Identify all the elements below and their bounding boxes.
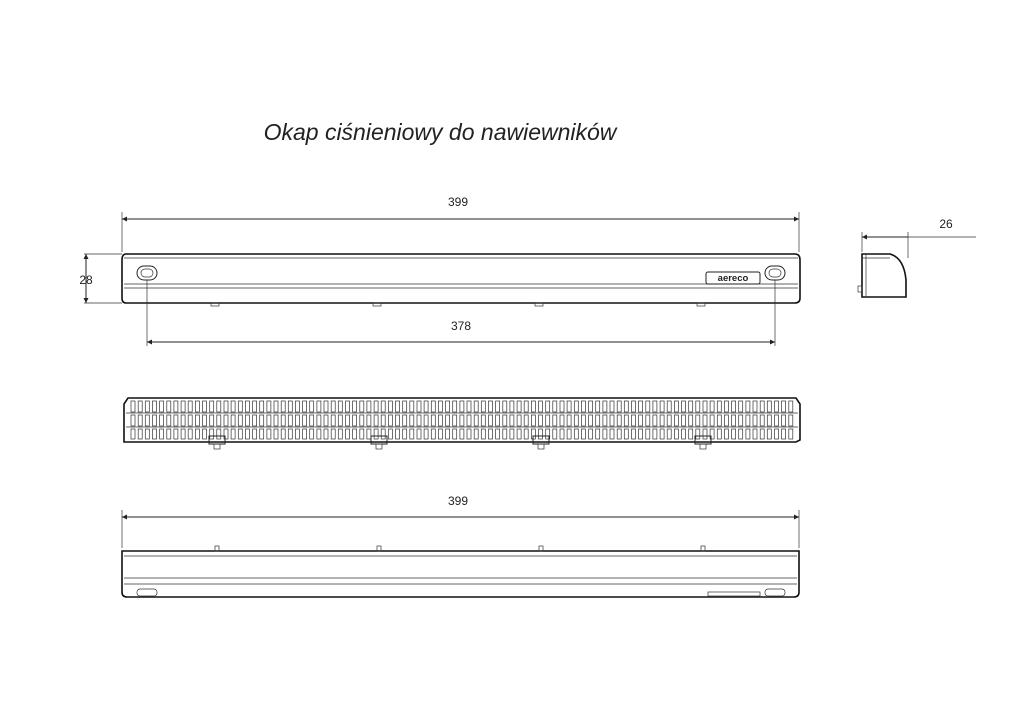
grille-slot	[696, 401, 700, 412]
grille-slot	[617, 429, 621, 439]
grille-slot	[381, 415, 385, 426]
hood-profile	[862, 254, 906, 297]
grille-slot	[346, 415, 350, 426]
grille-slot	[181, 401, 185, 412]
grille-slot	[653, 429, 657, 439]
grille-slot	[245, 415, 249, 426]
grille-slot	[346, 429, 350, 439]
grille-slot	[274, 415, 278, 426]
grille-slot	[410, 415, 414, 426]
grille-slot	[424, 429, 428, 439]
grille-slot	[431, 429, 435, 439]
grille-slot	[324, 429, 328, 439]
grille-slot	[138, 429, 142, 439]
grille-slot	[739, 429, 743, 439]
grille-slot	[560, 401, 564, 412]
grille-slot	[639, 401, 643, 412]
grille-slot	[446, 429, 450, 439]
grille-slot	[539, 429, 543, 439]
grille-slot	[417, 415, 421, 426]
grille-slot	[346, 401, 350, 412]
grille-slot	[589, 401, 593, 412]
grille-slot	[496, 415, 500, 426]
grille-slot	[431, 415, 435, 426]
grille-slot	[224, 401, 228, 412]
grille-slot	[438, 429, 442, 439]
grille-slot	[775, 429, 779, 439]
grille-slot	[410, 401, 414, 412]
grille-slot	[489, 401, 493, 412]
grille-slot	[167, 415, 171, 426]
grille-slot	[453, 401, 457, 412]
grille-slot	[560, 415, 564, 426]
grille-slot	[367, 415, 371, 426]
grille-slot	[317, 429, 321, 439]
grille-slot	[581, 401, 585, 412]
grille-slot	[317, 401, 321, 412]
grille-slot	[689, 429, 693, 439]
grille-slot	[646, 429, 650, 439]
grille-slot	[531, 415, 535, 426]
grille-slot	[381, 429, 385, 439]
mount-hole-left	[137, 266, 157, 280]
grille-slot	[195, 401, 199, 412]
grille-slot	[517, 401, 521, 412]
grille-slot	[667, 401, 671, 412]
front-view	[79, 195, 800, 346]
grille-slot	[388, 429, 392, 439]
grille-slot	[596, 415, 600, 426]
grille-slot	[338, 415, 342, 426]
grille-slot	[517, 415, 521, 426]
grille-slot	[624, 401, 628, 412]
grille-slot	[553, 415, 557, 426]
grille-slot	[145, 429, 149, 439]
grille-slot	[324, 401, 328, 412]
grille-slot	[260, 429, 264, 439]
grille-slot	[789, 415, 793, 426]
grille-slot	[374, 401, 378, 412]
grille-slot	[174, 415, 178, 426]
dimension-26: 26	[939, 217, 953, 231]
grille-slot	[460, 429, 464, 439]
grille-slot	[517, 429, 521, 439]
grille-slot	[617, 401, 621, 412]
grille-slot	[746, 415, 750, 426]
grille-slot	[732, 429, 736, 439]
grille-slot	[281, 429, 285, 439]
grille-slot	[717, 415, 721, 426]
grille-slot	[245, 401, 249, 412]
mounting-clip-tab	[376, 444, 382, 449]
grille-slot	[481, 401, 485, 412]
grille-slot	[396, 401, 400, 412]
grille-slot	[145, 415, 149, 426]
grille-slot	[210, 415, 214, 426]
grille-slot	[574, 401, 578, 412]
grille-slot	[324, 415, 328, 426]
grille-slot	[174, 429, 178, 439]
grille-slot	[453, 415, 457, 426]
grille-slot	[689, 401, 693, 412]
grille-slot	[581, 415, 585, 426]
grille-slot	[267, 401, 271, 412]
grille-slot	[646, 401, 650, 412]
grille-slot	[603, 401, 607, 412]
dimension-28: 28	[79, 273, 93, 287]
grille-slot	[331, 415, 335, 426]
grille-slot	[167, 429, 171, 439]
grille-slot	[703, 415, 707, 426]
grille-slot	[238, 429, 242, 439]
grille-slot	[188, 401, 192, 412]
grille-slots	[131, 401, 793, 439]
mounting-clip-tab	[214, 444, 220, 449]
grille-slot	[753, 415, 757, 426]
grille-slot	[160, 401, 164, 412]
grille-slot	[238, 415, 242, 426]
grille-slot	[503, 415, 507, 426]
grille-slot	[724, 429, 728, 439]
grille-slot	[303, 401, 307, 412]
grille-slot	[224, 415, 228, 426]
grille-slot	[267, 429, 271, 439]
grille-slot	[360, 415, 364, 426]
grille-slot	[567, 415, 571, 426]
grille-slot	[303, 429, 307, 439]
grille-slot	[674, 401, 678, 412]
grille-slot	[403, 401, 407, 412]
grille-slot	[610, 401, 614, 412]
grille-slot	[203, 415, 207, 426]
grille-slot	[567, 401, 571, 412]
grille-slot	[496, 429, 500, 439]
grille-slot	[288, 401, 292, 412]
grille-slot	[267, 415, 271, 426]
grille-slot	[510, 401, 514, 412]
grille-slot	[524, 415, 528, 426]
grille-slot	[610, 429, 614, 439]
grille-slot	[317, 415, 321, 426]
grille-slot	[489, 415, 493, 426]
grille-slot	[388, 415, 392, 426]
grille-slot	[767, 429, 771, 439]
grille-slot	[503, 401, 507, 412]
grille-slot	[531, 401, 535, 412]
side-profile-view	[858, 217, 976, 297]
grille-slot	[388, 401, 392, 412]
grille-slot	[396, 415, 400, 426]
grille-slot	[724, 415, 728, 426]
grille-slot	[474, 401, 478, 412]
grille-slot	[539, 401, 543, 412]
grille-slot	[353, 429, 357, 439]
grille-slot	[281, 415, 285, 426]
grille-slot	[703, 429, 707, 439]
grille-slot	[753, 401, 757, 412]
grille-slot	[303, 415, 307, 426]
grille-slot	[145, 401, 149, 412]
grille-slot	[682, 401, 686, 412]
grille-slot	[353, 415, 357, 426]
grille-slot	[510, 429, 514, 439]
grille-slot	[153, 401, 157, 412]
grille-slot	[310, 401, 314, 412]
aereco-logo: aereco	[717, 273, 749, 284]
grille-slot	[153, 415, 157, 426]
grille-slot	[210, 429, 214, 439]
grille-slot	[281, 401, 285, 412]
grille-slot	[424, 401, 428, 412]
dimension-378: 378	[450, 319, 472, 333]
grille-slot	[446, 415, 450, 426]
grille-slot	[288, 429, 292, 439]
grille-slot	[624, 415, 628, 426]
grille-slot	[639, 429, 643, 439]
grille-slot	[310, 429, 314, 439]
grille-slot	[203, 401, 207, 412]
grille-slot	[674, 415, 678, 426]
grille-slot	[710, 401, 714, 412]
grille-slot	[353, 401, 357, 412]
grille-slot	[496, 401, 500, 412]
grille-slot	[331, 429, 335, 439]
grille-slot	[510, 415, 514, 426]
grille-slot	[331, 401, 335, 412]
grille-slot	[417, 401, 421, 412]
grille-slot	[474, 429, 478, 439]
grille-slot	[596, 401, 600, 412]
grille-slot	[775, 415, 779, 426]
grille-slot	[589, 415, 593, 426]
grille-slot	[782, 415, 786, 426]
grille-slot	[589, 429, 593, 439]
grille-slot	[503, 429, 507, 439]
grille-view	[124, 398, 800, 449]
grille-slot	[653, 401, 657, 412]
grille-slot	[295, 429, 299, 439]
grille-slot	[632, 415, 636, 426]
grille-slot	[195, 415, 199, 426]
grille-slot	[410, 429, 414, 439]
grille-slot	[546, 415, 550, 426]
grille-slot	[131, 415, 135, 426]
grille-slot	[467, 415, 471, 426]
grille-slot	[253, 415, 257, 426]
grille-slot	[653, 415, 657, 426]
grille-slot	[581, 429, 585, 439]
grille-slot	[682, 415, 686, 426]
grille-slot	[360, 401, 364, 412]
grille-slot	[453, 429, 457, 439]
grille-slot	[739, 401, 743, 412]
grille-slot	[674, 429, 678, 439]
grille-slot	[181, 429, 185, 439]
grille-slot	[560, 429, 564, 439]
grille-slot	[167, 401, 171, 412]
dimension-399-bottom: 399	[447, 494, 469, 508]
grille-slot	[789, 429, 793, 439]
grille-slot	[403, 429, 407, 439]
grille-slot	[603, 415, 607, 426]
grille-slot	[231, 415, 235, 426]
grille-slot	[746, 429, 750, 439]
grille-slot	[467, 401, 471, 412]
grille-slot	[188, 415, 192, 426]
grille-slot	[782, 401, 786, 412]
grille-slot	[624, 429, 628, 439]
grille-slot	[367, 429, 371, 439]
grille-slot	[338, 429, 342, 439]
grille-slot	[646, 415, 650, 426]
grille-slot	[260, 415, 264, 426]
hood-body-front	[122, 254, 800, 303]
grille-slot	[553, 401, 557, 412]
grille-slot	[467, 429, 471, 439]
grille-slot	[603, 429, 607, 439]
drawing-title: Okap ciśnieniowy do nawiewników	[263, 119, 617, 145]
grille-slot	[617, 415, 621, 426]
grille-slot	[217, 401, 221, 412]
grille-slot	[767, 401, 771, 412]
grille-slot	[160, 415, 164, 426]
grille-slot	[195, 429, 199, 439]
grille-slot	[203, 429, 207, 439]
grille-slot	[245, 429, 249, 439]
grille-slot	[417, 429, 421, 439]
grille-slot	[310, 415, 314, 426]
grille-slot	[210, 401, 214, 412]
grille-slot	[253, 401, 257, 412]
mounting-clip-tab	[538, 444, 544, 449]
mount-hole-right	[765, 266, 785, 280]
grille-slot	[574, 429, 578, 439]
grille-slot	[253, 429, 257, 439]
grille-slot	[138, 401, 142, 412]
grille-slot	[574, 415, 578, 426]
grille-slot	[660, 401, 664, 412]
grille-slot	[431, 401, 435, 412]
grille-slot	[188, 429, 192, 439]
grille-slot	[153, 429, 157, 439]
grille-slot	[138, 415, 142, 426]
grille-slot	[760, 415, 764, 426]
grille-slot	[181, 415, 185, 426]
grille-slot	[667, 415, 671, 426]
grille-slot	[403, 415, 407, 426]
rear-view	[122, 494, 799, 597]
dimension-399-top: 399	[447, 195, 469, 209]
grille-slot	[231, 401, 235, 412]
grille-slot	[567, 429, 571, 439]
grille-slot	[789, 401, 793, 412]
grille-slot	[260, 401, 264, 412]
grille-slot	[374, 429, 378, 439]
grille-slot	[710, 415, 714, 426]
grille-slot	[546, 401, 550, 412]
grille-slot	[696, 415, 700, 426]
grille-slot	[231, 429, 235, 439]
grille-slot	[160, 429, 164, 439]
grille-slot	[746, 401, 750, 412]
grille-slot	[717, 401, 721, 412]
grille-slot	[660, 415, 664, 426]
grille-slot	[732, 415, 736, 426]
grille-slot	[424, 415, 428, 426]
grille-slot	[217, 415, 221, 426]
grille-slot	[381, 401, 385, 412]
grille-slot	[274, 401, 278, 412]
grille-slot	[238, 401, 242, 412]
grille-slot	[481, 429, 485, 439]
grille-slot	[460, 401, 464, 412]
grille-slot	[539, 415, 543, 426]
grille-slot	[360, 429, 364, 439]
grille-slot	[739, 415, 743, 426]
grille-slot	[553, 429, 557, 439]
grille-slot	[396, 429, 400, 439]
grille-slot	[717, 429, 721, 439]
grille-slot	[288, 415, 292, 426]
grille-slot	[660, 429, 664, 439]
grille-slot	[481, 415, 485, 426]
grille-slot	[274, 429, 278, 439]
grille-slot	[760, 429, 764, 439]
grille-slot	[217, 429, 221, 439]
grille-slot	[438, 401, 442, 412]
grille-slot	[732, 401, 736, 412]
grille-slot	[474, 415, 478, 426]
grille-slot	[446, 401, 450, 412]
grille-slot	[632, 401, 636, 412]
grille-slot	[724, 401, 728, 412]
grille-slot	[682, 429, 686, 439]
grille-slot	[438, 415, 442, 426]
grille-slot	[760, 401, 764, 412]
grille-slot	[174, 401, 178, 412]
grille-slot	[775, 401, 779, 412]
grille-slot	[295, 415, 299, 426]
grille-slot	[295, 401, 299, 412]
grille-slot	[667, 429, 671, 439]
grille-slot	[610, 415, 614, 426]
grille-slot	[689, 415, 693, 426]
grille-slot	[374, 415, 378, 426]
hood-body-rear	[122, 551, 799, 597]
grille-slot	[338, 401, 342, 412]
grille-slot	[696, 429, 700, 439]
grille-slot	[703, 401, 707, 412]
grille-frame	[124, 398, 800, 442]
grille-slot	[131, 429, 135, 439]
grille-slot	[460, 415, 464, 426]
grille-slot	[524, 429, 528, 439]
grille-slot	[367, 401, 371, 412]
mounting-clip-tab	[700, 444, 706, 449]
grille-slot	[753, 429, 757, 439]
grille-slot	[782, 429, 786, 439]
grille-slot	[524, 401, 528, 412]
grille-slot	[639, 415, 643, 426]
grille-slot	[131, 401, 135, 412]
grille-slot	[632, 429, 636, 439]
grille-slot	[767, 415, 771, 426]
grille-slot	[489, 429, 493, 439]
grille-slot	[596, 429, 600, 439]
